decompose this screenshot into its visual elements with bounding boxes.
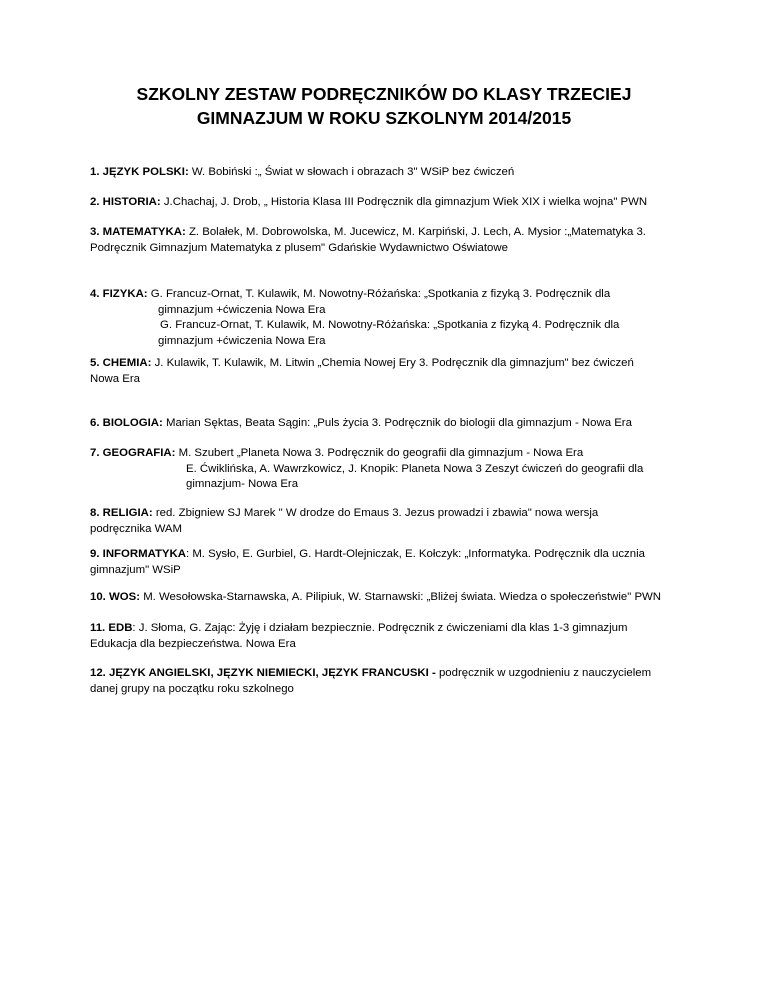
item-text: : M. Sysło, E. Gurbiel, G. Hardt-Olejniczak, E. Kołczyk: „Informatyka. Podręcznik dla ucznia <box>185 548 645 560</box>
list-item-fizyka <box>90 287 690 349</box>
item-label: 2. HISTORIA: <box>90 196 161 208</box>
item-label: 9. INFORMATYKA <box>90 548 186 560</box>
title-line-1: SZKOLNY ZESTAW PODRĘCZNIKÓW DO KLASY TRZECIEJ <box>136 84 632 104</box>
list-item-historia <box>90 195 690 211</box>
item-text: G. Francuz-Ornat, T. Kulawik, M. Nowotny-Różańska: „Spotkania z fizyką 4. Podręcznik dla <box>160 319 620 331</box>
item-label: 12. JĘZYK ANGIELSKI, JĘZYK NIEMIECKI, JĘZYK FRANCUSKI - <box>90 667 436 679</box>
item-label: 8. RELIGIA: <box>90 507 153 519</box>
list-item-jezyk-polski <box>90 165 690 181</box>
item-text: Edukacja dla bezpieczeństwa. Nowa Era <box>90 637 296 650</box>
item-label: 5. CHEMIA: <box>90 357 152 369</box>
item-text: J.Chachaj, J. Drob, „ Historia Klasa III Podręcznik dla gimnazjum Wiek XIX i wielka wojna" PWN <box>163 196 648 208</box>
list-item-wos <box>90 590 690 606</box>
item-text: W. Bobiński :„ Świat w słowach i obrazach 3" WSiP bez ćwiczeń <box>191 166 515 178</box>
list-item-chemia <box>90 356 690 387</box>
list-item-biologia <box>90 416 690 432</box>
item-text: podręcznika WAM <box>90 522 182 535</box>
item-label: 10. WOS: <box>90 591 141 603</box>
item-label: 11. EDB <box>90 622 133 634</box>
list-item-religia <box>90 506 690 537</box>
item-text: gimnazjum +ćwiczenia Nowa Era <box>158 303 326 316</box>
page-title <box>0 82 768 130</box>
list-item-informatyka <box>90 547 690 578</box>
list-item-edb <box>90 621 690 652</box>
item-label: 7. GEOGRAFIA: <box>90 447 176 459</box>
list-item-jezyki-obce <box>90 666 690 697</box>
item-text-prefix: red. <box>155 507 176 519</box>
item-label: 4. FIZYKA: <box>90 288 148 300</box>
item-text: podręcznik w uzgodnieniu z nauczycielem <box>438 667 652 679</box>
item-text: Podręcznik Gimnazjum Matematyka z plusem" Gdańskie Wydawnictwo Oświatowe <box>90 241 508 254</box>
item-label: 3. MATEMATYKA: <box>90 226 186 238</box>
item-text: E. Ćwiklińska, A. Wawrzkowicz, J. Knopik: Planeta Nowa 3 Zeszyt ćwiczeń do geografii dla <box>186 462 644 475</box>
item-label: 1. JĘZYK POLSKI: <box>90 166 189 178</box>
item-label: 6. BIOLOGIA: <box>90 417 163 429</box>
item-text: Z. Bolałek, M. Dobrowolska, M. Jucewicz, M. Karpiński, J. Lech, A. Mysior :„Matematyka 3. <box>188 226 646 238</box>
item-text: G. Francuz-Ornat, T. Kulawik, M. Nowotny-Różańska: „Spotkania z fizyką 3. Podręcznik dla <box>150 288 611 300</box>
list-item-geografia <box>90 446 690 493</box>
item-text: : J. Słoma, G. Zając: Żyję i działam bezpiecznie. Podręcznik z ćwiczeniami dla klas 1-3 gimnazjum <box>132 622 628 634</box>
item-text: danej grupy na początku roku szkolnego <box>90 682 294 695</box>
item-text: gimnazjum- Nowa Era <box>186 478 299 490</box>
item-text: gimnazjum +ćwiczenia Nowa Era <box>158 334 326 347</box>
list-item-matematyka <box>90 225 690 256</box>
item-text: Zbigniew SJ Marek " W drodze do Emaus 3. Jezus prowadzi i zbawia" nowa wersja <box>178 507 599 519</box>
item-text: gimnazjum" WSiP <box>90 563 181 576</box>
title-line-2: GIMNAZJUM W ROKU SZKOLNYM 2014/2015 <box>196 108 572 128</box>
item-text: Nowa Era <box>90 372 141 385</box>
item-text: J. Kulawik, T. Kulawik, M. Litwin „Chemia Nowej Ery 3. Podręcznik dla gimnazjum" bez ćwiczeń <box>154 357 634 369</box>
item-text: M. Wesołowska-Starnawska, A. Pilipiuk, W. Starnawski: „Bliżej świata. Wiedza o społeczeństwie" PWN <box>143 591 662 603</box>
item-text: Marian Sęktas, Beata Sągin: „Puls życia 3. Podręcznik do biologii dla gimnazjum - Nowa Era <box>165 417 632 429</box>
item-text: M. Szubert „Planeta Nowa 3. Podręcznik do geografii dla gimnazjum - Nowa Era <box>178 447 584 459</box>
